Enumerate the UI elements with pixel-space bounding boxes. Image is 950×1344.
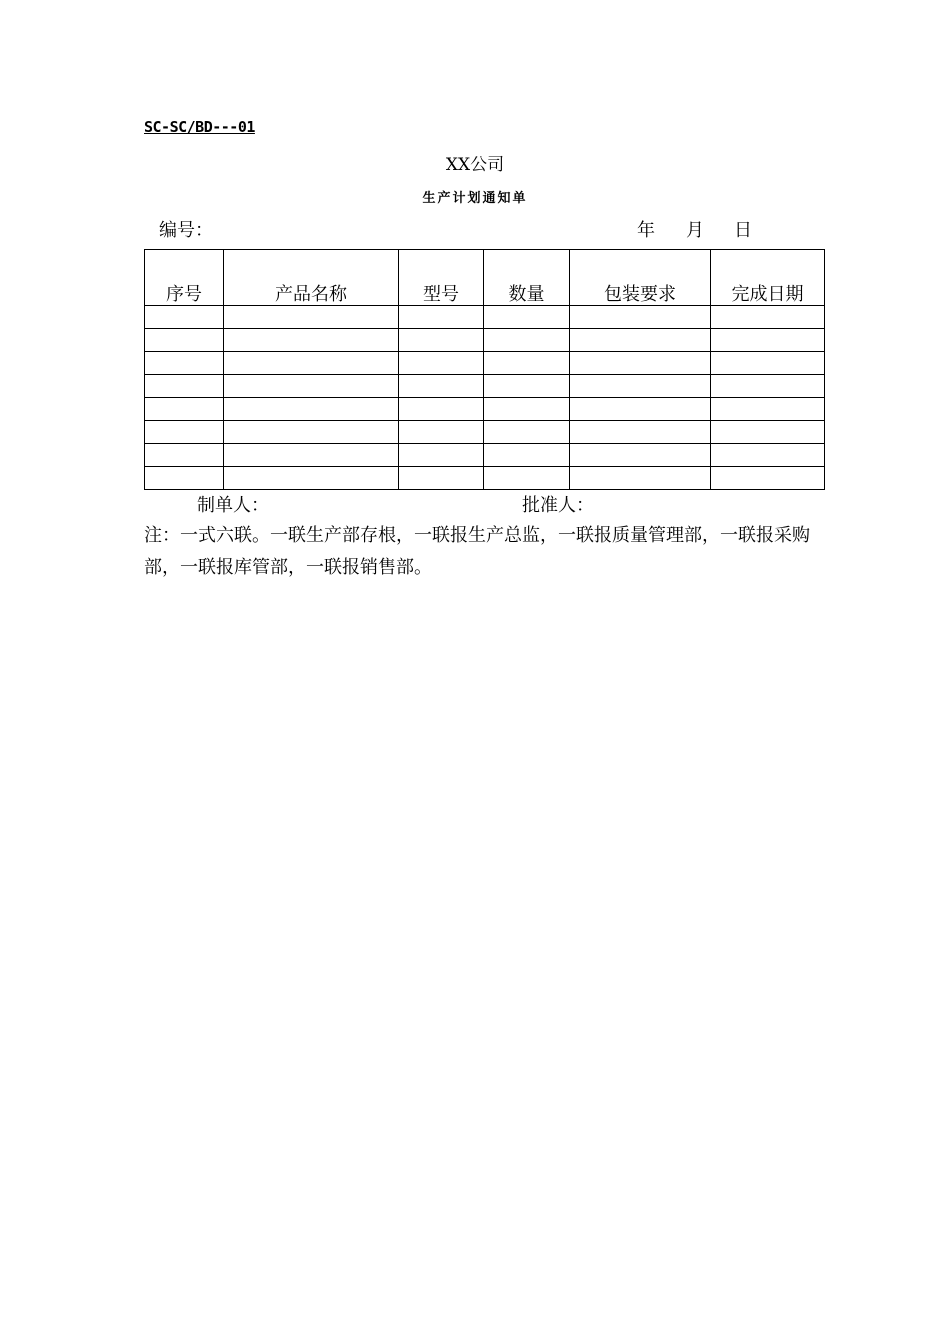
table-cell — [711, 444, 825, 467]
table-row — [145, 467, 825, 490]
table-cell — [399, 398, 484, 421]
serial-number-label: 编号： — [159, 220, 213, 241]
table-cell — [145, 352, 224, 375]
table-cell — [570, 444, 711, 467]
table-cell — [145, 398, 224, 421]
maker-label: 制单人： — [197, 495, 269, 516]
table-row — [145, 306, 825, 329]
table-cell — [570, 467, 711, 490]
document-code: SC-SC/BD---01 — [144, 118, 255, 136]
table-row — [145, 421, 825, 444]
form-title: 生产计划通知单 — [422, 191, 528, 206]
table-cell — [399, 375, 484, 398]
header-quantity: 数量 — [484, 250, 570, 306]
date-field — [637, 216, 752, 242]
table-cell — [484, 352, 570, 375]
table-cell — [711, 352, 825, 375]
table-cell — [224, 352, 399, 375]
table-cell — [399, 444, 484, 467]
table-cell — [570, 306, 711, 329]
date-month-label: 月 — [686, 220, 704, 241]
table-cell — [484, 467, 570, 490]
table-cell — [484, 421, 570, 444]
table-cell — [399, 306, 484, 329]
table-cell — [224, 306, 399, 329]
table-cell — [711, 421, 825, 444]
date-year-label: 年 — [637, 220, 655, 241]
table-cell — [484, 329, 570, 352]
table-cell — [399, 467, 484, 490]
table-cell — [145, 329, 224, 352]
table-cell — [224, 467, 399, 490]
note-text: 注：一式六联。一联生产部存根，一联报生产总监，一联报质量管理部，一联报采购部，一联报库管部，一联报销售部。 — [144, 525, 810, 578]
table-row — [145, 444, 825, 467]
date-day-label: 日 — [734, 220, 752, 241]
table-cell — [399, 329, 484, 352]
table-cell — [145, 444, 224, 467]
approver-label: 批准人： — [522, 495, 594, 516]
header-model: 型号 — [399, 250, 484, 306]
company-name: XX公司 — [445, 155, 505, 175]
table-cell — [484, 375, 570, 398]
table-cell — [570, 421, 711, 444]
table-row — [145, 398, 825, 421]
table-cell — [711, 329, 825, 352]
table-cell — [224, 375, 399, 398]
table-cell — [145, 467, 224, 490]
table-cell — [399, 421, 484, 444]
table-cell — [145, 375, 224, 398]
table-cell — [570, 398, 711, 421]
header-completion-date: 完成日期 — [711, 250, 825, 306]
table-cell — [570, 375, 711, 398]
table-cell — [145, 421, 224, 444]
table-cell — [711, 375, 825, 398]
table-body — [145, 306, 825, 490]
table-cell — [711, 306, 825, 329]
table-cell — [224, 444, 399, 467]
table-row — [145, 329, 825, 352]
table-cell — [224, 398, 399, 421]
production-plan-table — [144, 249, 825, 490]
table-cell — [570, 329, 711, 352]
header-product-name: 产品名称 — [224, 250, 399, 306]
header-serial: 序号 — [145, 250, 224, 306]
table-cell — [224, 421, 399, 444]
table-cell — [711, 467, 825, 490]
table-cell — [570, 352, 711, 375]
table-cell — [484, 398, 570, 421]
header-packaging: 包装要求 — [570, 250, 711, 306]
table-cell — [224, 329, 399, 352]
table-cell — [145, 306, 224, 329]
table-cell — [484, 444, 570, 467]
table-header-row — [145, 250, 825, 306]
table-cell — [399, 352, 484, 375]
table-cell — [711, 398, 825, 421]
table-row — [145, 352, 825, 375]
table-row — [145, 375, 825, 398]
table-cell — [484, 306, 570, 329]
